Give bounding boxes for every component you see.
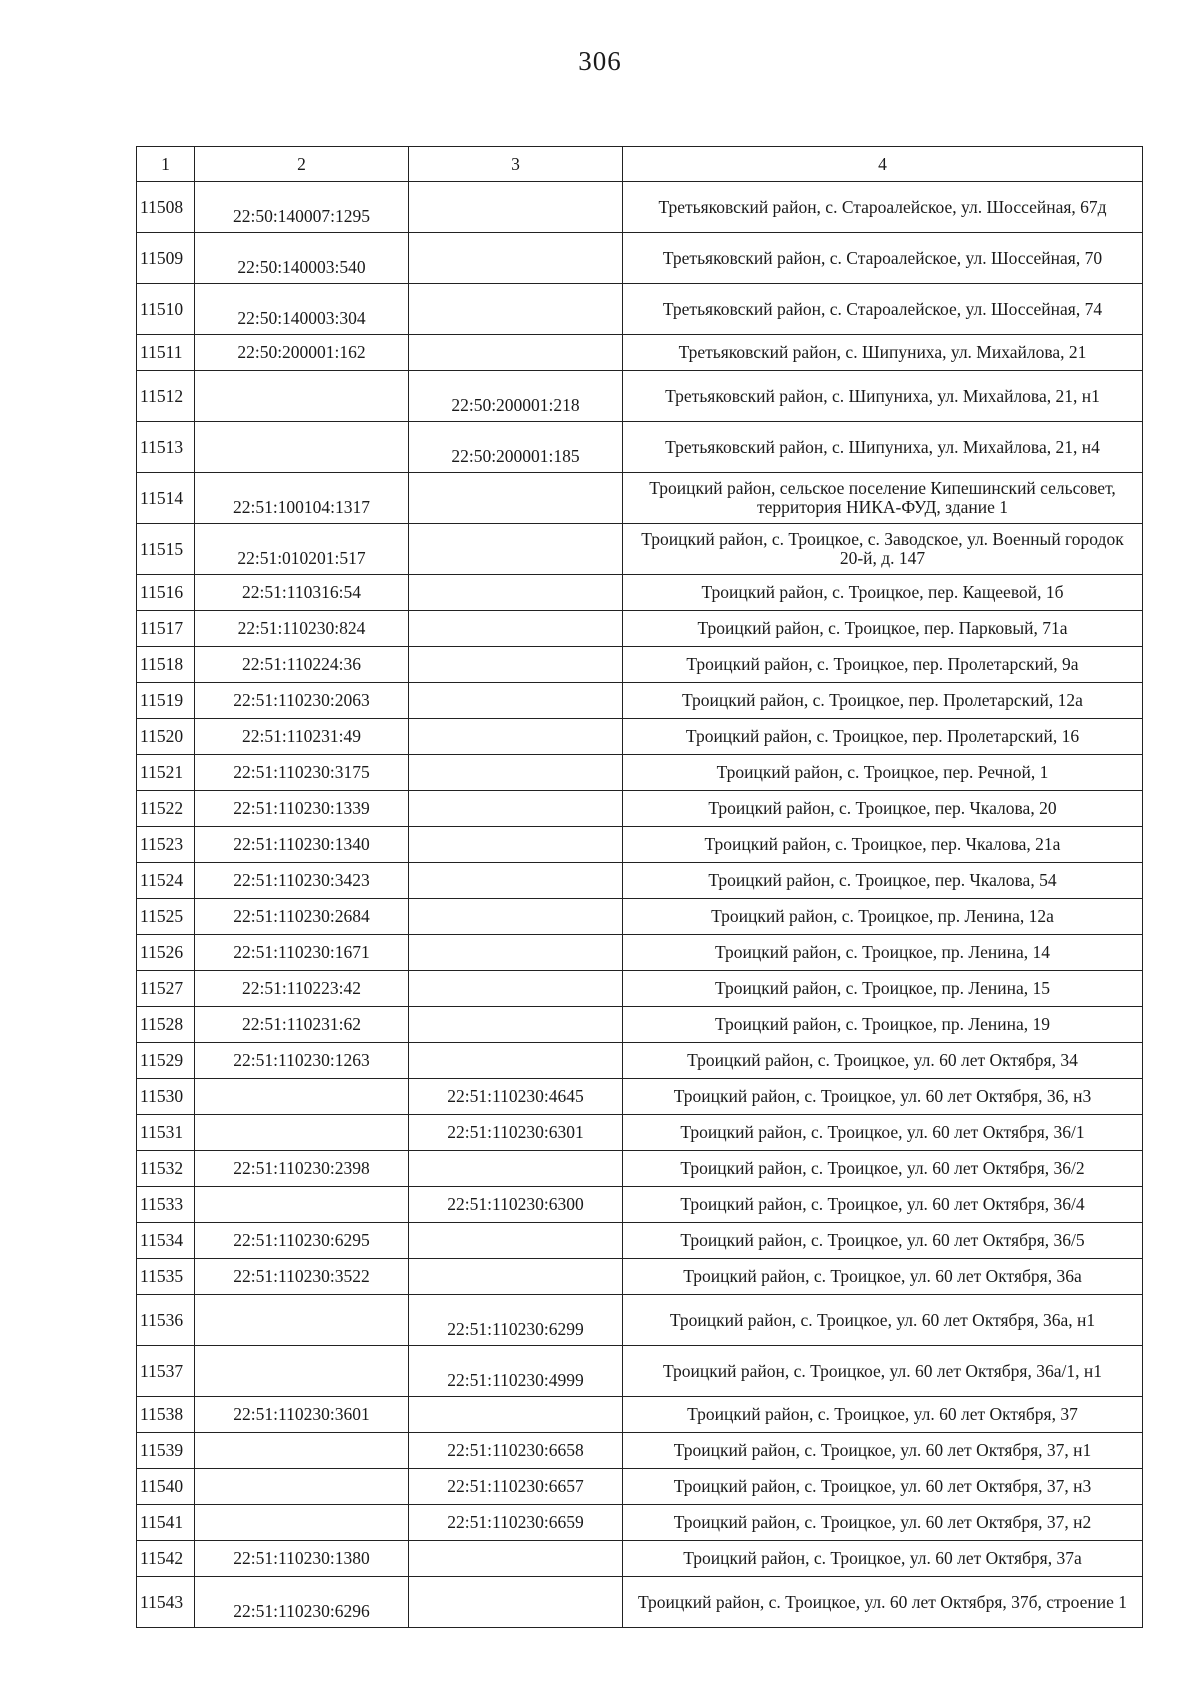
table-row: [137, 422, 1143, 473]
cadastral-number-cell: 22:51:110230:2684: [195, 899, 409, 935]
row-number-cell: 11533: [137, 1187, 195, 1223]
building-cadastral-number-cell: [409, 1259, 623, 1295]
row-number-cell: 11542: [137, 1541, 195, 1577]
table-row: [137, 233, 1143, 284]
address-cell: Третьяковский район, с. Староалейское, ул. Шоссейная, 67д: [623, 182, 1143, 233]
row-number-cell: 11515: [137, 524, 195, 575]
building-cadastral-number-cell: [409, 1397, 623, 1433]
table-row: [137, 1079, 1143, 1115]
address-cell: Троицкий район, с. Троицкое, ул. 60 лет Октября, 34: [623, 1043, 1143, 1079]
row-number-cell: 11535: [137, 1259, 195, 1295]
row-number-cell: 11522: [137, 791, 195, 827]
building-cadastral-number-cell: 22:51:110230:6658: [409, 1433, 623, 1469]
table-row: [137, 1115, 1143, 1151]
row-number-cell: 11514: [137, 473, 195, 524]
table-row: [137, 575, 1143, 611]
address-cell: Троицкий район, с. Троицкое, пр. Ленина, 14: [623, 935, 1143, 971]
building-cadastral-number-cell: [409, 335, 623, 371]
row-number-cell: 11517: [137, 611, 195, 647]
building-cadastral-number-cell: [409, 473, 623, 524]
building-cadastral-number-cell: [409, 1541, 623, 1577]
building-cadastral-number-cell: [409, 791, 623, 827]
table-row: [137, 524, 1143, 575]
row-number-cell: 11529: [137, 1043, 195, 1079]
address-cell: Троицкий район, с. Троицкое, ул. 60 лет Октября, 37: [623, 1397, 1143, 1433]
table-row: [137, 1469, 1143, 1505]
address-cell: Третьяковский район, с. Шипуниха, ул. Михайлова, 21, н4: [623, 422, 1143, 473]
table-row: [137, 371, 1143, 422]
table-row: [137, 935, 1143, 971]
building-cadastral-number-cell: [409, 899, 623, 935]
row-number-cell: 11531: [137, 1115, 195, 1151]
address-cell: Третьяковский район, с. Шипуниха, ул. Михайлова, 21, н1: [623, 371, 1143, 422]
cadastral-number-cell: 22:51:110230:1671: [195, 935, 409, 971]
table-row: [137, 1577, 1143, 1628]
row-number-cell: 11521: [137, 755, 195, 791]
table-row: [137, 1007, 1143, 1043]
row-number-cell: 11510: [137, 284, 195, 335]
header-cell-3: 3: [409, 147, 623, 182]
building-cadastral-number-cell: 22:50:200001:185: [409, 422, 623, 473]
row-number-cell: 11520: [137, 719, 195, 755]
building-cadastral-number-cell: [409, 1577, 623, 1628]
address-cell: Троицкий район, с. Троицкое, ул. 60 лет Октября, 37, н2: [623, 1505, 1143, 1541]
cadastral-number-cell: 22:51:110230:3601: [195, 1397, 409, 1433]
address-cell: Троицкий район, с. Троицкое, ул. 60 лет Октября, 36/2: [623, 1151, 1143, 1187]
table-row: [137, 1259, 1143, 1295]
cadastral-number-cell: 22:51:110230:2063: [195, 683, 409, 719]
building-cadastral-number-cell: 22:51:110230:6299: [409, 1295, 623, 1346]
building-cadastral-number-cell: 22:51:110230:6659: [409, 1505, 623, 1541]
row-number-cell: 11512: [137, 371, 195, 422]
row-number-cell: 11532: [137, 1151, 195, 1187]
row-number-cell: 11527: [137, 971, 195, 1007]
cadastral-number-cell: 22:51:110230:6296: [195, 1577, 409, 1628]
row-number-cell: 11524: [137, 863, 195, 899]
row-number-cell: 11528: [137, 1007, 195, 1043]
building-cadastral-number-cell: 22:51:110230:6301: [409, 1115, 623, 1151]
table-row: [137, 719, 1143, 755]
table-row: [137, 1151, 1143, 1187]
building-cadastral-number-cell: [409, 182, 623, 233]
row-number-cell: 11516: [137, 575, 195, 611]
address-cell: Троицкий район, с. Троицкое, с. Заводское, ул. Военный городок 20-й, д. 147: [623, 524, 1143, 575]
table-row: [137, 683, 1143, 719]
row-number-cell: 11519: [137, 683, 195, 719]
address-cell: Троицкий район, с. Троицкое, пер. Кащеевой, 1б: [623, 575, 1143, 611]
cadastral-number-cell: 22:51:110230:824: [195, 611, 409, 647]
building-cadastral-number-cell: [409, 755, 623, 791]
cadastral-number-cell: [195, 1115, 409, 1151]
cadastral-number-cell: 22:51:110230:1263: [195, 1043, 409, 1079]
cadastral-number-cell: 22:50:140007:1295: [195, 182, 409, 233]
table-row: [137, 863, 1143, 899]
address-cell: Троицкий район, с. Троицкое, пр. Ленина, 15: [623, 971, 1143, 1007]
address-cell: Третьяковский район, с. Староалейское, ул. Шоссейная, 70: [623, 233, 1143, 284]
row-number-cell: 11509: [137, 233, 195, 284]
address-cell: Троицкий район, с. Троицкое, ул. 60 лет Октября, 36/1: [623, 1115, 1143, 1151]
building-cadastral-number-cell: [409, 827, 623, 863]
building-cadastral-number-cell: [409, 1223, 623, 1259]
address-cell: Троицкий район, с. Троицкое, ул. 60 лет Октября, 36/4: [623, 1187, 1143, 1223]
building-cadastral-number-cell: [409, 647, 623, 683]
row-number-cell: 11541: [137, 1505, 195, 1541]
building-cadastral-number-cell: [409, 863, 623, 899]
address-cell: Троицкий район, с. Троицкое, пер. Парковый, 71а: [623, 611, 1143, 647]
address-cell: Троицкий район, с. Троицкое, ул. 60 лет Октября, 36/5: [623, 1223, 1143, 1259]
cadastral-number-cell: 22:51:110230:1339: [195, 791, 409, 827]
row-number-cell: 11511: [137, 335, 195, 371]
table-row: [137, 899, 1143, 935]
row-number-cell: 11543: [137, 1577, 195, 1628]
building-cadastral-number-cell: [409, 683, 623, 719]
row-number-cell: 11513: [137, 422, 195, 473]
cadastral-number-cell: 22:51:110230:2398: [195, 1151, 409, 1187]
table-row: [137, 335, 1143, 371]
address-cell: Третьяковский район, с. Шипуниха, ул. Михайлова, 21: [623, 335, 1143, 371]
table-row: [137, 182, 1143, 233]
cadastral-number-cell: 22:51:110224:36: [195, 647, 409, 683]
address-cell: Троицкий район, с. Троицкое, пер. Пролетарский, 16: [623, 719, 1143, 755]
table-row: [137, 611, 1143, 647]
address-cell: Троицкий район, сельское поселение Кипешинский сельсовет, территория НИКА-ФУД, здание 1: [623, 473, 1143, 524]
cadastral-number-cell: [195, 371, 409, 422]
cadastral-number-cell: [195, 1469, 409, 1505]
table-row: [137, 1541, 1143, 1577]
row-number-cell: 11540: [137, 1469, 195, 1505]
address-cell: Троицкий район, с. Троицкое, ул. 60 лет Октября, 37, н1: [623, 1433, 1143, 1469]
header-cell-2: 2: [195, 147, 409, 182]
cadastral-number-cell: 22:51:110223:42: [195, 971, 409, 1007]
address-cell: Третьяковский район, с. Староалейское, ул. Шоссейная, 74: [623, 284, 1143, 335]
cadastral-number-cell: [195, 1346, 409, 1397]
address-cell: Троицкий район, с. Троицкое, пер. Речной, 1: [623, 755, 1143, 791]
address-cell: Троицкий район, с. Троицкое, пер. Чкалова, 20: [623, 791, 1143, 827]
table-row: [137, 647, 1143, 683]
address-cell: Троицкий район, с. Троицкое, ул. 60 лет Октября, 36а/1, н1: [623, 1346, 1143, 1397]
building-cadastral-number-cell: 22:51:110230:6300: [409, 1187, 623, 1223]
address-cell: Троицкий район, с. Троицкое, ул. 60 лет Октября, 37, н3: [623, 1469, 1143, 1505]
cadastral-number-cell: 22:50:200001:162: [195, 335, 409, 371]
cadastral-number-cell: [195, 1187, 409, 1223]
row-number-cell: 11526: [137, 935, 195, 971]
cadastral-number-cell: 22:50:140003:304: [195, 284, 409, 335]
address-cell: Троицкий район, с. Троицкое, ул. 60 лет Октября, 36а, н1: [623, 1295, 1143, 1346]
address-cell: Троицкий район, с. Троицкое, ул. 60 лет Октября, 36, н3: [623, 1079, 1143, 1115]
cadastral-number-cell: [195, 1433, 409, 1469]
page-number: 306: [578, 46, 622, 76]
table-row: [137, 1433, 1143, 1469]
cadastral-number-cell: [195, 422, 409, 473]
table-row: [137, 1295, 1143, 1346]
building-cadastral-number-cell: [409, 284, 623, 335]
building-cadastral-number-cell: [409, 611, 623, 647]
table-row: [137, 473, 1143, 524]
row-number-cell: 11525: [137, 899, 195, 935]
table-row: [137, 1223, 1143, 1259]
cadastral-number-cell: 22:51:110231:49: [195, 719, 409, 755]
cadastral-number-cell: [195, 1295, 409, 1346]
building-cadastral-number-cell: 22:50:200001:218: [409, 371, 623, 422]
address-cell: Троицкий район, с. Троицкое, пер. Чкалова, 54: [623, 863, 1143, 899]
cadastral-number-cell: 22:51:010201:517: [195, 524, 409, 575]
cadastral-number-cell: 22:51:110230:1340: [195, 827, 409, 863]
cadastral-number-cell: [195, 1079, 409, 1115]
cadastral-number-cell: 22:51:100104:1317: [195, 473, 409, 524]
table-row: [137, 1346, 1143, 1397]
building-cadastral-number-cell: [409, 575, 623, 611]
table-row: [137, 1043, 1143, 1079]
building-cadastral-number-cell: [409, 971, 623, 1007]
header-cell-4: 4: [623, 147, 1143, 182]
building-cadastral-number-cell: [409, 524, 623, 575]
row-number-cell: 11539: [137, 1433, 195, 1469]
building-cadastral-number-cell: [409, 935, 623, 971]
table-row: [137, 1187, 1143, 1223]
table-row: [137, 1397, 1143, 1433]
table-row: [137, 284, 1143, 335]
row-number-cell: 11508: [137, 182, 195, 233]
table-row: [137, 971, 1143, 1007]
building-cadastral-number-cell: 22:51:110230:4645: [409, 1079, 623, 1115]
building-cadastral-number-cell: [409, 1043, 623, 1079]
header-cell-1: 1: [137, 147, 195, 182]
address-cell: Троицкий район, с. Троицкое, ул. 60 лет Октября, 37а: [623, 1541, 1143, 1577]
address-cell: Троицкий район, с. Троицкое, ул. 60 лет Октября, 36а: [623, 1259, 1143, 1295]
cadastral-number-cell: 22:51:110231:62: [195, 1007, 409, 1043]
row-number-cell: 11537: [137, 1346, 195, 1397]
table-row: [137, 791, 1143, 827]
cadastral-number-cell: [195, 1505, 409, 1541]
building-cadastral-number-cell: [409, 1007, 623, 1043]
address-cell: Троицкий район, с. Троицкое, пер. Чкалова, 21а: [623, 827, 1143, 863]
row-number-cell: 11530: [137, 1079, 195, 1115]
table-row: [137, 755, 1143, 791]
cadastral-number-cell: 22:51:110230:3522: [195, 1259, 409, 1295]
building-cadastral-number-cell: 22:51:110230:6657: [409, 1469, 623, 1505]
row-number-cell: 11523: [137, 827, 195, 863]
table-row: [137, 1505, 1143, 1541]
row-number-cell: 11538: [137, 1397, 195, 1433]
table-row: [137, 827, 1143, 863]
building-cadastral-number-cell: [409, 233, 623, 284]
cadastral-number-cell: 22:51:110230:1380: [195, 1541, 409, 1577]
address-cell: Троицкий район, с. Троицкое, пр. Ленина, 19: [623, 1007, 1143, 1043]
address-cell: Троицкий район, с. Троицкое, ул. 60 лет Октября, 37б, строение 1: [623, 1577, 1143, 1628]
cadastral-number-cell: 22:51:110230:3423: [195, 863, 409, 899]
table-header-row: [137, 147, 1143, 182]
table-body: [137, 182, 1143, 1628]
registry-table: [136, 146, 1143, 1628]
row-number-cell: 11518: [137, 647, 195, 683]
cadastral-number-cell: 22:51:110230:6295: [195, 1223, 409, 1259]
address-cell: Троицкий район, с. Троицкое, пер. Пролетарский, 9а: [623, 647, 1143, 683]
cadastral-number-cell: 22:51:110316:54: [195, 575, 409, 611]
address-cell: Троицкий район, с. Троицкое, пр. Ленина, 12а: [623, 899, 1143, 935]
row-number-cell: 11534: [137, 1223, 195, 1259]
building-cadastral-number-cell: [409, 1151, 623, 1187]
building-cadastral-number-cell: [409, 719, 623, 755]
address-cell: Троицкий район, с. Троицкое, пер. Пролетарский, 12а: [623, 683, 1143, 719]
building-cadastral-number-cell: 22:51:110230:4999: [409, 1346, 623, 1397]
cadastral-number-cell: 22:51:110230:3175: [195, 755, 409, 791]
cadastral-number-cell: 22:50:140003:540: [195, 233, 409, 284]
row-number-cell: 11536: [137, 1295, 195, 1346]
